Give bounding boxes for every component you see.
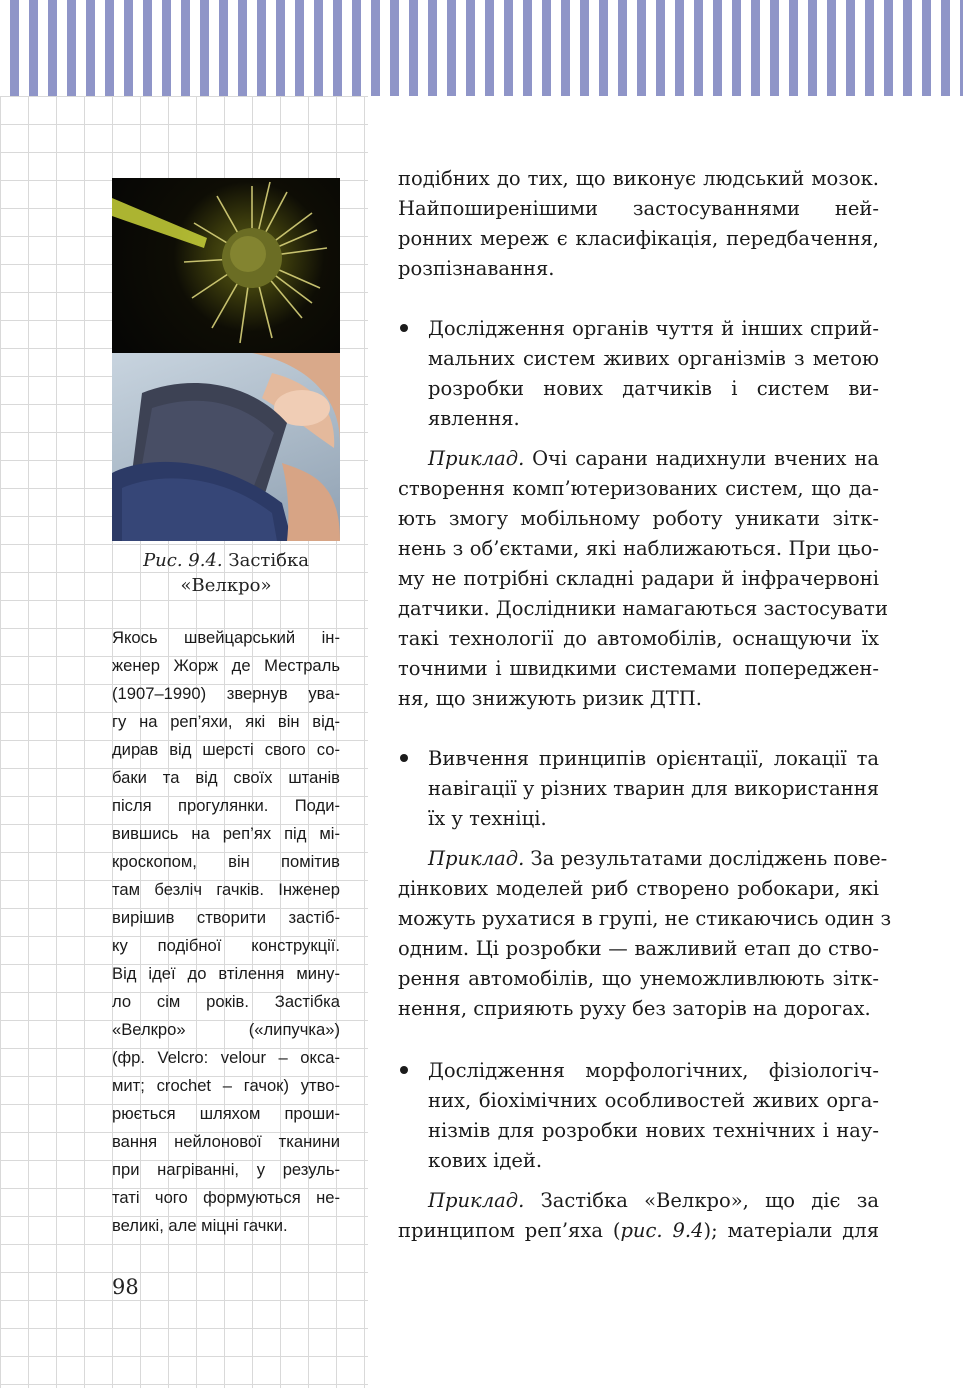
- text-line: ють змогу мобільному роботу уникати зітк-: [398, 507, 879, 530]
- sidebar-line: мит; crochet – гачок) утво-: [112, 1076, 340, 1095]
- text-line: датчики. Дослідники намагаються застосувати: [398, 597, 888, 620]
- example-paragraph-1: [398, 444, 888, 714]
- page-number: 98: [112, 1275, 139, 1299]
- text-line: такі технології до автомобілів, оснащуючи їх: [398, 627, 879, 650]
- text-line: розробки нових датчиків і систем ви-: [428, 377, 879, 400]
- text-line: навігації у різних тварин для використання: [428, 777, 880, 800]
- sidebar-line: таті чого формуються не-: [112, 1188, 340, 1207]
- bullet-icon: [400, 1066, 408, 1074]
- sidebar-line: ку подібної конструкції.: [112, 936, 340, 955]
- sidebar-line: (1907–1990) звернув ува-: [112, 684, 340, 703]
- example-lead: Приклад.: [428, 1189, 525, 1212]
- example-text: Застібка «Велкро», що діє за: [524, 1189, 879, 1212]
- bullet-icon: [400, 754, 408, 762]
- velcro-illustration: [112, 353, 340, 541]
- text-line: нення, сприяють руху без заторів на дорогах.: [398, 997, 871, 1020]
- burr-illustration: [112, 178, 340, 353]
- sidebar-line: женер Жорж де Местраль: [112, 656, 340, 675]
- text-line: явлення.: [428, 407, 520, 430]
- sidebar-line: Від ідеї до втілення мину-: [112, 964, 340, 983]
- sidebar-line: великі, але міцні гачки.: [112, 1216, 288, 1235]
- example-text: За результатами досліджень пове-: [524, 847, 888, 870]
- figure-label: Рис. 9.4.: [143, 550, 223, 571]
- example-paragraph-2: [398, 844, 892, 1024]
- caption-text-line1: Застібка: [228, 550, 309, 571]
- text-line: подібних до тих, що виконує людський мозок.: [398, 167, 879, 190]
- text-line: розпізнавання.: [398, 257, 555, 280]
- sidebar-line: рюється шляхом проши-: [112, 1104, 340, 1123]
- sidebar-line: (фр. Velcro: velour – окса-: [112, 1048, 340, 1067]
- text-line: Дослідження органів чуття й інших сприй-: [428, 317, 879, 340]
- text-line: нень з об’єктами, які наближаються. При цьо-: [398, 537, 879, 560]
- text-line: точними і швидкими системами попереджен-: [398, 657, 879, 680]
- text-line: створення комп’ютеризованих систем, що да-: [398, 477, 879, 500]
- sidebar-line: «Велкро» («липучка»): [112, 1020, 340, 1039]
- intro-paragraph: [398, 164, 879, 284]
- sidebar-line: вирішив створити застіб-: [112, 908, 340, 927]
- text-line: можуть рухатися в групі, не стикаючись один з: [398, 907, 892, 930]
- figure-caption: [112, 548, 340, 598]
- sidebar-line: після прогулянки. Поди-: [112, 796, 340, 815]
- example-lead: Приклад.: [428, 847, 525, 870]
- bullet-item-3: [398, 1056, 879, 1176]
- text-line: Дослідження морфологічних, фізіологіч-: [428, 1059, 879, 1082]
- sidebar-line: там безліч гачків. Інженер: [112, 880, 340, 899]
- text-line: [398, 444, 879, 474]
- text-line: дінкових моделей риб створено робокари, які: [398, 877, 879, 900]
- caption-text-line2: «Велкро»: [180, 575, 272, 596]
- example-lead: Приклад.: [428, 447, 525, 470]
- text-line: Вивчення принципів орієнтації, локації та: [428, 747, 879, 770]
- text-line: мальних систем живих організмів з метою: [428, 347, 879, 370]
- bullet-icon: [400, 324, 408, 332]
- velcro-photo: [112, 353, 340, 541]
- sidebar-line: гу на реп’яхи, які він від-: [112, 712, 340, 731]
- text-line: [398, 1216, 879, 1246]
- text-line: ня, що знижують ризик ДТП.: [398, 687, 702, 710]
- sidebar-line: баки та від своїх штанів: [112, 768, 340, 787]
- burr-photo: [112, 178, 340, 353]
- example-text: Очі сарани надихнули вчених на: [524, 447, 879, 470]
- text-line: нізмів для розробки нових технічних і нау-: [428, 1119, 879, 1142]
- text-line: ронних мереж є класифікація, передбачення,: [398, 227, 879, 250]
- text-line: Найпоширенішими застосуваннями ней-: [398, 197, 879, 220]
- example-text: принципом реп’яха (: [398, 1219, 621, 1242]
- sidebar-line: вання нейлонової тканини: [112, 1132, 340, 1151]
- decorative-stripes-header: [0, 0, 963, 96]
- text-line: них, біохімічних особливостей живих орга-: [428, 1089, 879, 1112]
- sidebar-line: кроскопом, він помітив: [112, 852, 340, 871]
- text-line: кових ідей.: [428, 1149, 543, 1172]
- sidebar-line: вившись на реп’ях під мі-: [112, 824, 340, 843]
- sidebar-line: при нагріванні, у резуль-: [112, 1160, 340, 1179]
- text-line: [398, 844, 888, 874]
- example-paragraph-3: [398, 1186, 879, 1246]
- bullet-item-1: [398, 314, 879, 434]
- example-text: ); матеріали для: [703, 1219, 879, 1242]
- text-line: одним. Ці розробки — важливий етап до ство-: [398, 937, 879, 960]
- sidebar-line: Якось швейцарський ін-: [112, 628, 340, 647]
- figure-reference: рис. 9.4: [620, 1219, 704, 1242]
- bullet-item-2: [398, 744, 879, 834]
- sidebar-line: дирав від шерсті свого со-: [112, 740, 340, 759]
- sidebar-note: [112, 624, 340, 1240]
- text-line: їх у техніці.: [428, 807, 547, 830]
- text-line: му не потрібні складні радари й інфрачервоні: [398, 567, 879, 590]
- text-line: рення автомобілів, що унеможливлюють зітк-: [398, 967, 879, 990]
- sidebar-line: ло сім років. Застібка: [112, 992, 340, 1011]
- text-line: [398, 1186, 879, 1216]
